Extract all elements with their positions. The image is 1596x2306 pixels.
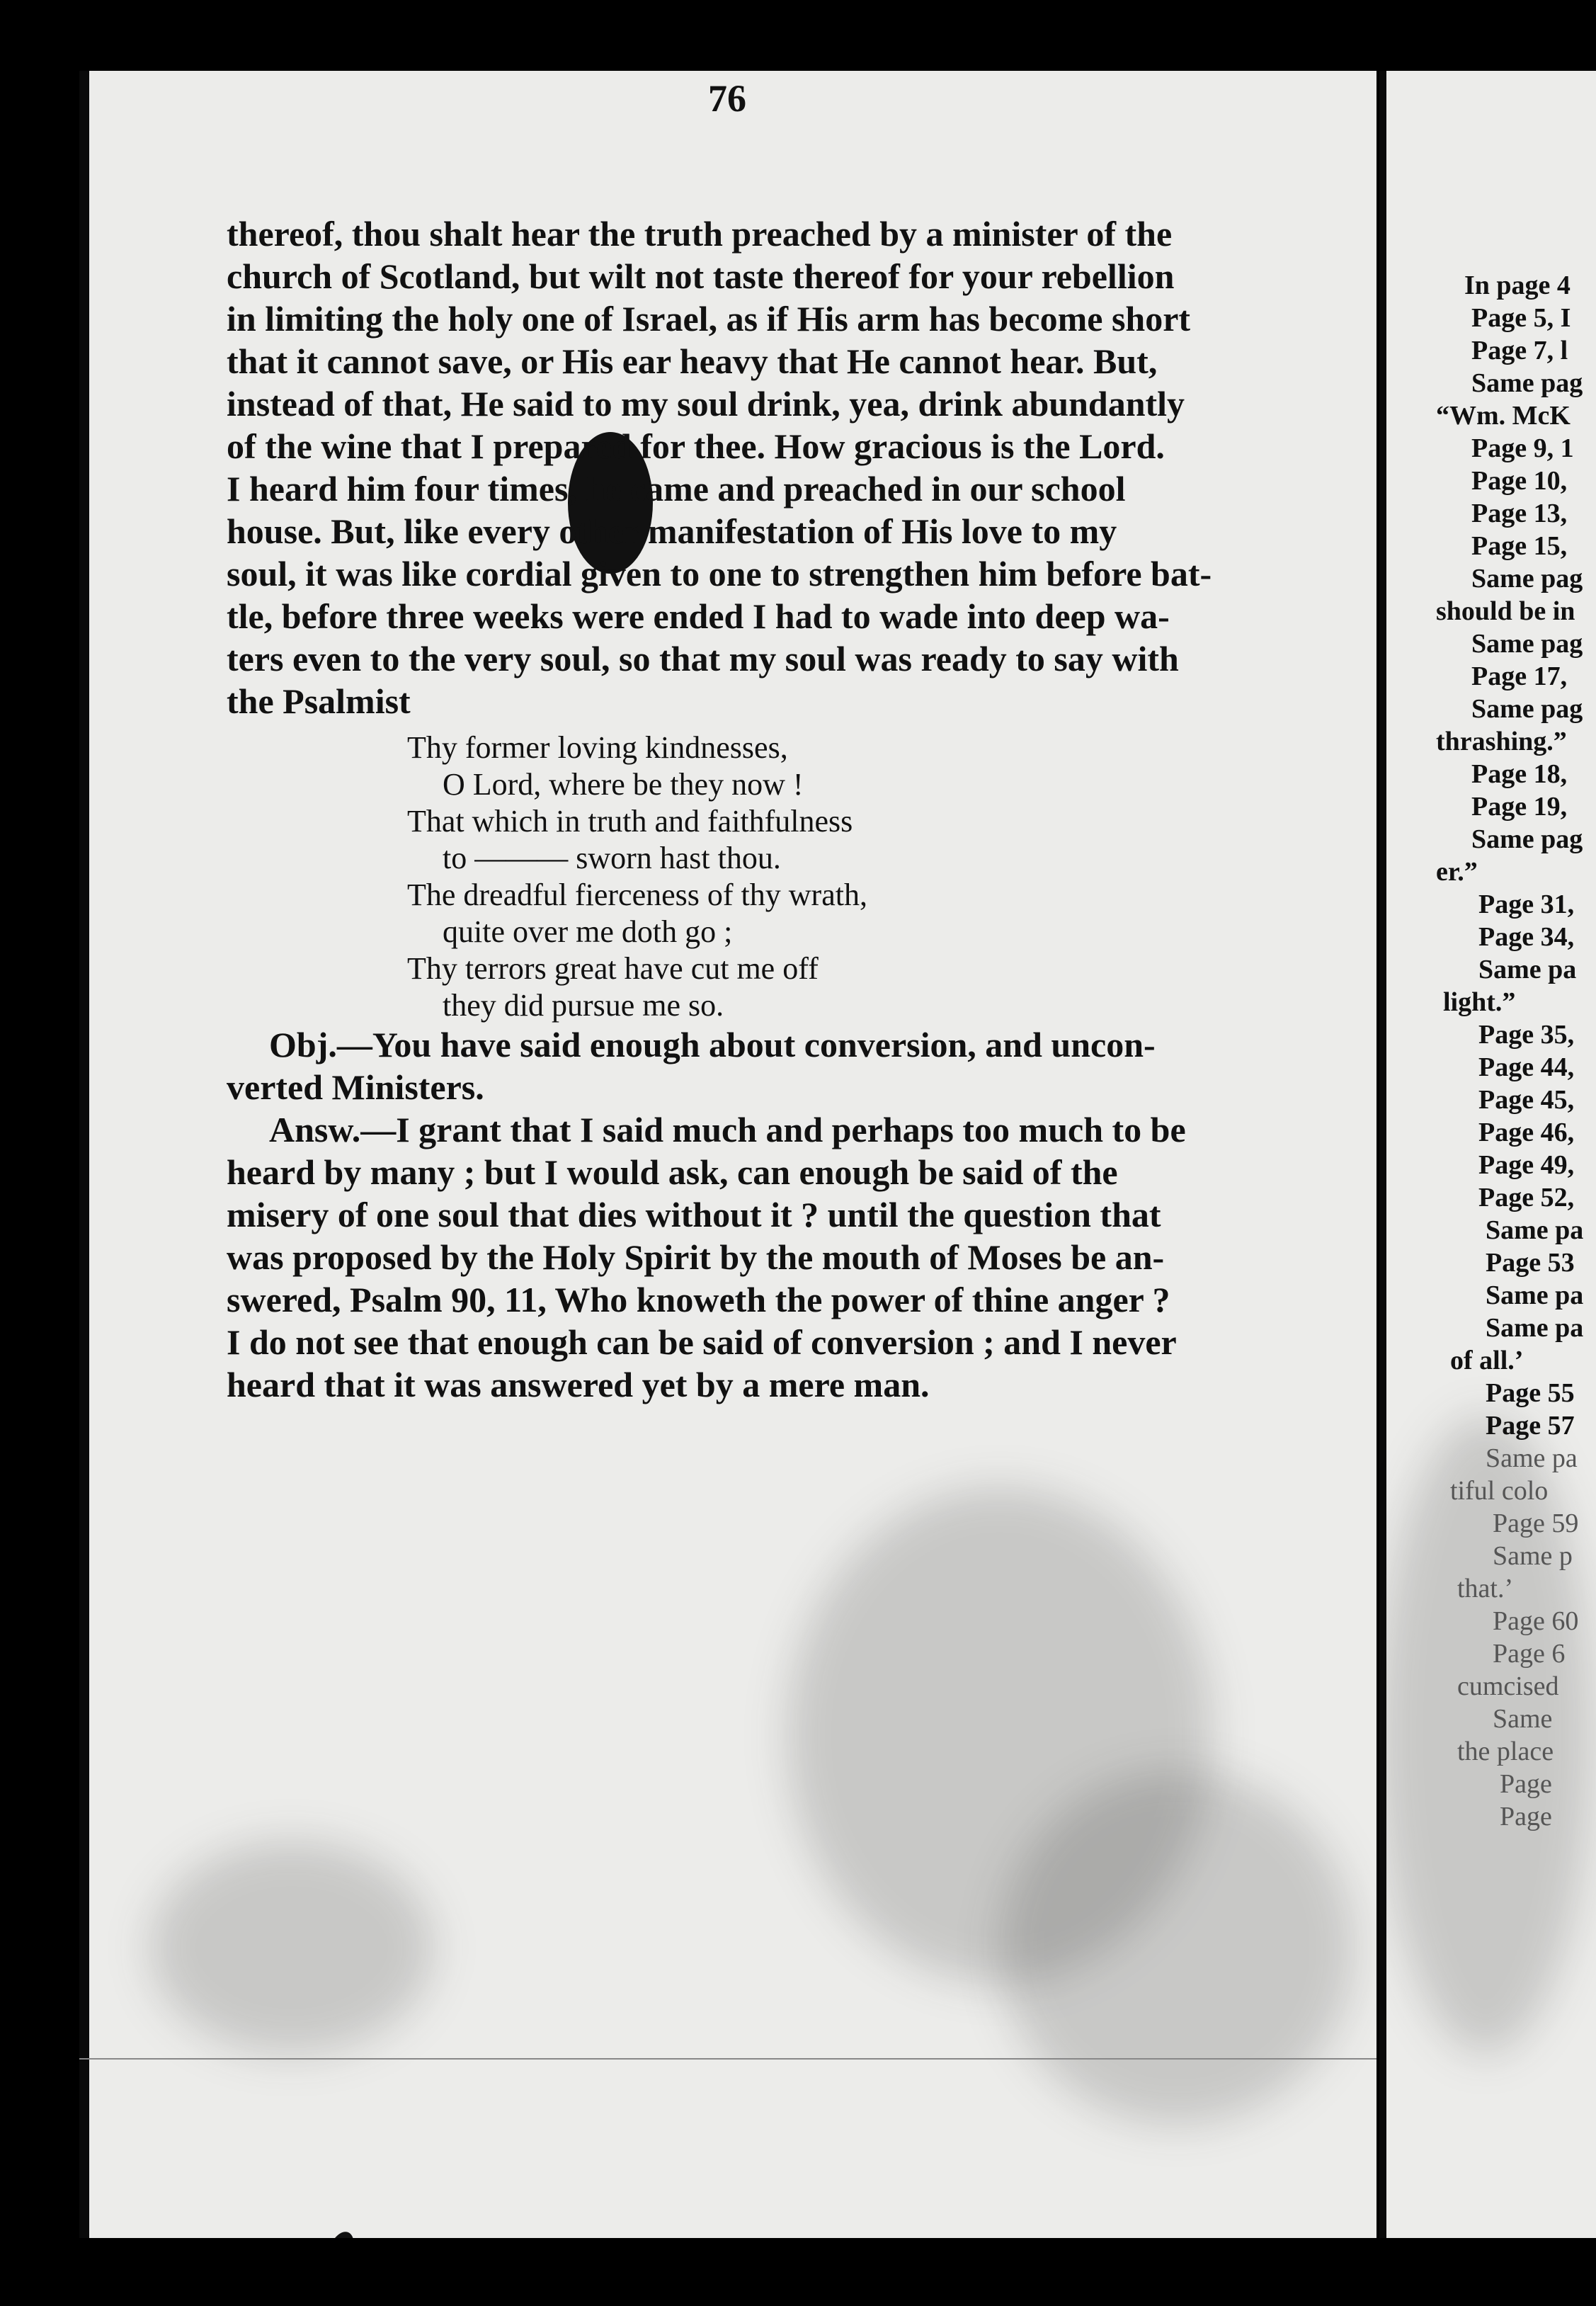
text-line: of all.’ [1450, 1346, 1524, 1375]
text-line: Page 59 [1493, 1509, 1579, 1538]
text-line: Same pa [1486, 1280, 1584, 1310]
text-line: Page 10, [1471, 466, 1568, 496]
right-page [1379, 71, 1596, 2238]
text-line: Page 5, I [1471, 303, 1571, 333]
text-line: Same pag [1471, 629, 1583, 659]
verse-line: quite over me doth go ; [443, 914, 733, 949]
text-line: Page 49, [1478, 1150, 1575, 1180]
page-number: 76 [708, 77, 746, 120]
text-line: Page 9, 1 [1471, 433, 1574, 463]
water-stain [150, 1841, 433, 2054]
text-line: Page 31, [1478, 890, 1575, 919]
text-line: Page [1500, 1769, 1552, 1799]
text-line: light.” [1443, 987, 1516, 1017]
text-line: in limiting the holy one of Israel, as if His arm has become short [227, 299, 1191, 339]
text-line: that.’ [1457, 1574, 1514, 1603]
right-page-text [1379, 269, 1596, 1833]
text-line: misery of one soul that dies without it ? until the question that [227, 1195, 1161, 1234]
text-line: house. But, like every other manifestation of His love to my [227, 511, 1117, 551]
page-fold-line [79, 2058, 1376, 2060]
text-line: soul, it was like cordial given to one to strengthen him before bat- [227, 554, 1212, 593]
text-line: Same pag [1471, 564, 1583, 593]
text-line: Answ.—I grant that I said much and perhaps too much to be [269, 1110, 1186, 1149]
text-line: instead of that, He said to my soul drink, yea, drink abundantly [227, 384, 1185, 424]
text-line: Same pa [1478, 955, 1577, 984]
text-line: Same pa [1486, 1215, 1584, 1245]
text-line: heard by many ; but I would ask, can enough be said of the [227, 1152, 1118, 1192]
text-line: ters even to the very soul, so that my soul was ready to say with [227, 639, 1179, 678]
text-line: tle, before three weeks were ended I had to wade into deep wa- [227, 596, 1170, 636]
text-line: thrashing.” [1436, 727, 1567, 756]
text-line: Page 7, l [1471, 336, 1568, 365]
text-line: Same pa [1486, 1313, 1584, 1343]
text-line: Page 18, [1471, 759, 1568, 789]
psalm-verse [407, 729, 867, 1024]
ink-blot [322, 2228, 359, 2238]
text-line: that it cannot save, or His ear heavy that He cannot hear. But, [227, 341, 1158, 381]
text-line: Page 34, [1478, 922, 1575, 952]
main-paragraph [227, 212, 1348, 722]
verse-line: The dreadful fierceness of thy wrath, [407, 877, 867, 912]
water-stain [1000, 1771, 1354, 2125]
verse-line: That which in truth and faithfulness [407, 804, 853, 839]
verse-line: Thy terrors great have cut me off [407, 951, 819, 986]
text-line: er.” [1436, 857, 1478, 887]
text-line: Page 19, [1471, 792, 1568, 822]
text-line: Page 6 [1493, 1639, 1566, 1669]
text-line: Page 45, [1478, 1085, 1575, 1115]
text-line: Same p [1493, 1541, 1573, 1571]
verse-line: Thy former loving kindnesses, [407, 730, 788, 765]
text-line: should be in [1436, 596, 1575, 626]
text-line: swered, Psalm 90, 11, Who knoweth the power of thine anger ? [227, 1280, 1170, 1319]
text-line: Page 13, [1471, 499, 1568, 528]
text-line: the Psalmist [227, 681, 411, 721]
text-line: thereof, thou shalt hear the truth preached by a minister of the [227, 214, 1173, 254]
text-line: the place [1457, 1737, 1554, 1766]
text-line: Page 52, [1478, 1183, 1575, 1212]
verse-line: to ——— sworn hast thou. [443, 841, 781, 875]
text-line: Page 60 [1493, 1606, 1579, 1636]
verse-line: they did pursue me so. [443, 988, 724, 1023]
text-line: Same pag [1471, 694, 1583, 724]
text-line: of the wine that I prepared for thee. How gracious is the Lord. [227, 426, 1165, 466]
text-line: church of Scotland, but wilt not taste thereof for your rebellion [227, 256, 1175, 296]
text-line: Page 15, [1471, 531, 1568, 561]
text-line: Page 55 [1486, 1378, 1575, 1408]
text-line: cumcised [1457, 1671, 1559, 1701]
text-line: Page 17, [1471, 661, 1568, 691]
text-line: heard that it was answered yet by a mere man. [227, 1365, 930, 1404]
text-line: Page 44, [1478, 1052, 1575, 1082]
left-page-edge [79, 71, 89, 2238]
verse-line: O Lord, where be they now ! [443, 767, 804, 802]
text-line: Page 57 [1486, 1411, 1575, 1441]
text-line: Page 46, [1478, 1118, 1575, 1147]
text-line: Page [1500, 1802, 1552, 1831]
objection-answer [227, 1023, 1348, 1406]
text-line: Page 35, [1478, 1020, 1575, 1050]
text-line: Same pag [1471, 368, 1583, 398]
text-line: “Wm. McK [1436, 401, 1571, 431]
text-line: tiful colo [1450, 1476, 1549, 1506]
text-line: Same pag [1471, 824, 1583, 854]
text-line: I heard him four times, he came and preached in our school [227, 469, 1126, 509]
text-line: Same pa [1486, 1443, 1578, 1473]
text-line: In page 4 [1464, 271, 1571, 300]
text-line: Obj.—You have said enough about conversion, and uncon- [269, 1025, 1156, 1064]
text-line: was proposed by the Holy Spirit by the mouth of Moses be an- [227, 1237, 1165, 1277]
text-line: verted Ministers. [227, 1067, 484, 1107]
text-line: I do not see that enough can be said of conversion ; and I never [227, 1322, 1177, 1362]
text-line: Same [1493, 1704, 1553, 1734]
text-line: Page 53 [1486, 1248, 1575, 1278]
